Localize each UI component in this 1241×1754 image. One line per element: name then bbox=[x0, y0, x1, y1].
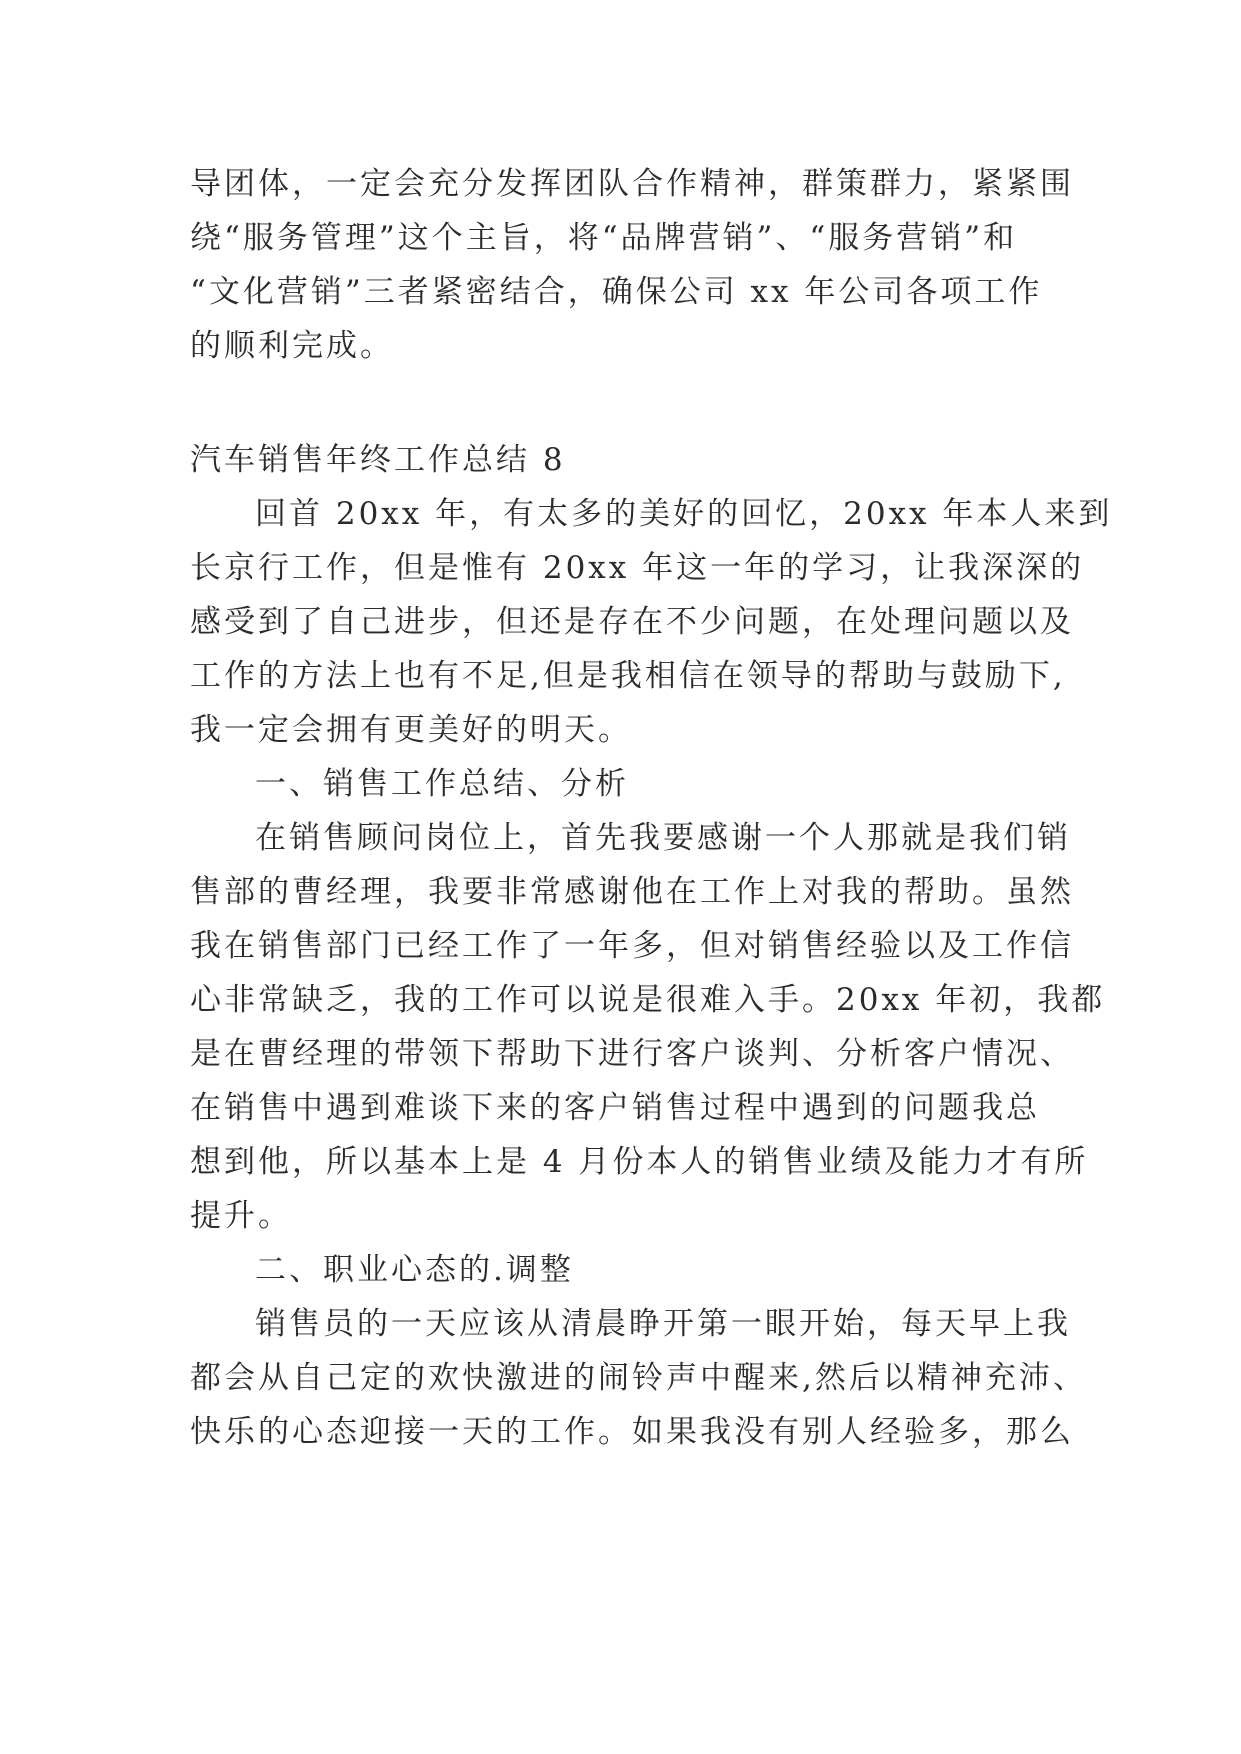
paragraph-line: 是在曹经理的带领下帮助下进行客户谈判、分析客户情况、 bbox=[190, 1036, 1074, 1072]
paragraph-line: 导团体，一定会充分发挥团队合作精神，群策群力，紧紧围 bbox=[190, 166, 1074, 202]
paragraph-line: 的顺利完成。 bbox=[190, 328, 394, 364]
paragraph-line: 快乐的心态迎接一天的工作。如果我没有别人经验多，那么 bbox=[190, 1414, 1074, 1450]
paragraph-line: 销售员的一天应该从清晨睁开第一眼开始，每天早上我 bbox=[255, 1306, 1071, 1342]
paragraph-line: 提升。 bbox=[190, 1198, 292, 1234]
paragraph-line: 在销售顾问岗位上，首先我要感谢一个人那就是我们销 bbox=[255, 820, 1071, 856]
paragraph-line: “文化营销”三者紧密结合，确保公司 xx 年公司各项工作 bbox=[190, 274, 1043, 310]
paragraph-line: 回首 20xx 年，有太多的美好的回忆，20xx 年本人来到 bbox=[255, 496, 1113, 532]
subheading: 一、销售工作总结、分析 bbox=[255, 766, 629, 802]
paragraph-line: 都会从自己定的欢快激进的闹铃声中醒来,然后以精神充沛、 bbox=[190, 1360, 1087, 1396]
paragraph-line: 在销售中遇到难谈下来的客户销售过程中遇到的问题我总 bbox=[190, 1090, 1040, 1126]
paragraph-line: 绕“服务管理”这个主旨，将“品牌营销”、“服务营销”和 bbox=[190, 220, 1018, 256]
paragraph-line: 感受到了自己进步，但还是存在不少问题，在处理问题以及 bbox=[190, 604, 1074, 640]
paragraph-line: 心非常缺乏，我的工作可以说是很难入手。20xx 年初，我都 bbox=[190, 982, 1106, 1018]
paragraph-line: 我在销售部门已经工作了一年多，但对销售经验以及工作信 bbox=[190, 928, 1074, 964]
paragraph-line: 我一定会拥有更美好的明天。 bbox=[190, 712, 632, 748]
paragraph-line: 长京行工作，但是惟有 20xx 年这一年的学习，让我深深的 bbox=[190, 550, 1085, 586]
paragraph-line: 售部的曹经理，我要非常感谢他在工作上对我的帮助。虽然 bbox=[190, 874, 1074, 910]
section-title: 汽车销售年终工作总结 8 bbox=[190, 442, 566, 478]
paragraph-line: 工作的方法上也有不足,但是我相信在领导的帮助与鼓励下, bbox=[190, 658, 1066, 694]
subheading: 二、职业心态的.调整 bbox=[255, 1252, 574, 1288]
paragraph-line: 想到他，所以基本上是 4 月份本人的销售业绩及能力才有所 bbox=[190, 1144, 1089, 1180]
